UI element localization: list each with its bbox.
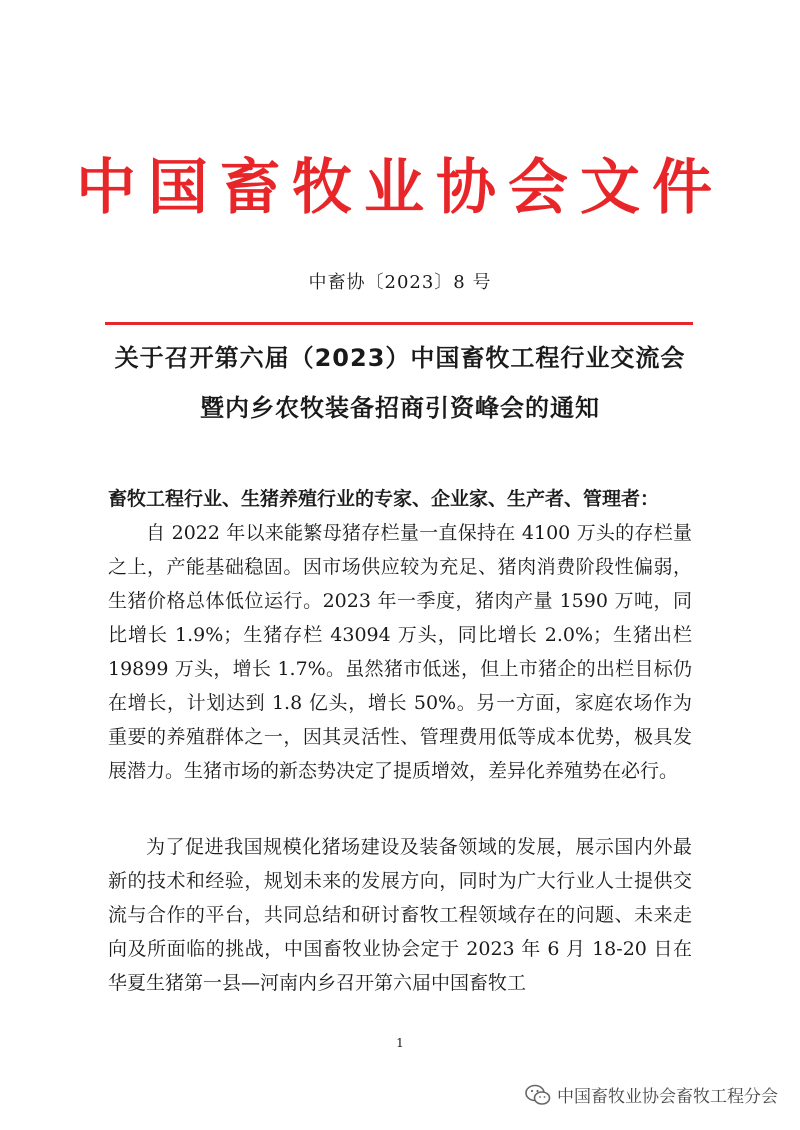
title-line-1: 关于召开第六届（2023）中国畜牧工程行业交流会	[114, 344, 686, 372]
document-number: 中畜协〔2023〕8 号	[308, 272, 492, 293]
salutation: 畜牧工程行业、生猪养殖行业的专家、企业家、生产者、管理者：	[108, 488, 660, 510]
page-number: 1	[396, 1036, 404, 1050]
wechat-icon	[525, 1084, 551, 1106]
title-line-2: 暨内乡农牧装备招商引资峰会的通知	[200, 394, 600, 422]
body-paragraph-2: 为了促进我国规模化猪场建设及装备领域的发展，展示国内外最新的技术和经验，规划未来的发展方向，同时为广大行业人士提供交流与合作的平台，共同总结和研讨畜牧工程领域存在的问题、未来走向及所面临的挑战，中国畜牧业协会定于 2023 年 6 月 18-20 日在华夏生猪第一县—河南内乡召开第六届中国畜牧工	[108, 836, 692, 994]
watermark	[525, 1082, 778, 1107]
body-paragraph-1: 自 2022 年以来能繁母猪存栏量一直保持在 4100 万头的存栏量之上，产能基础稳固。因市场供应较为充足、猪肉消费阶段性偏弱，生猪价格总体低位运行。2023 年一季度，猪肉产量 1590 万吨，同比增长 1.9%；生猪存栏 43094 万头，同比增长 2.0%；生猪出栏 19899 万头，增长 1.7%。虽然猪市低迷，但上市猪企的出栏目标仍在增长，计划达到 1.8 亿头，增长 50%。另一方面，家庭农场作为重要的养殖群体之一，因其灵活性、管理费用低等成本优势，极具发展潜力。生猪市场的新态势决定了提质增效，差异化养殖势在必行。	[108, 522, 692, 782]
red-divider	[105, 322, 693, 325]
masthead: 中国畜牧业协会文件	[76, 153, 724, 223]
watermark-text: 中国畜牧业协会畜牧工程分会	[557, 1087, 778, 1107]
